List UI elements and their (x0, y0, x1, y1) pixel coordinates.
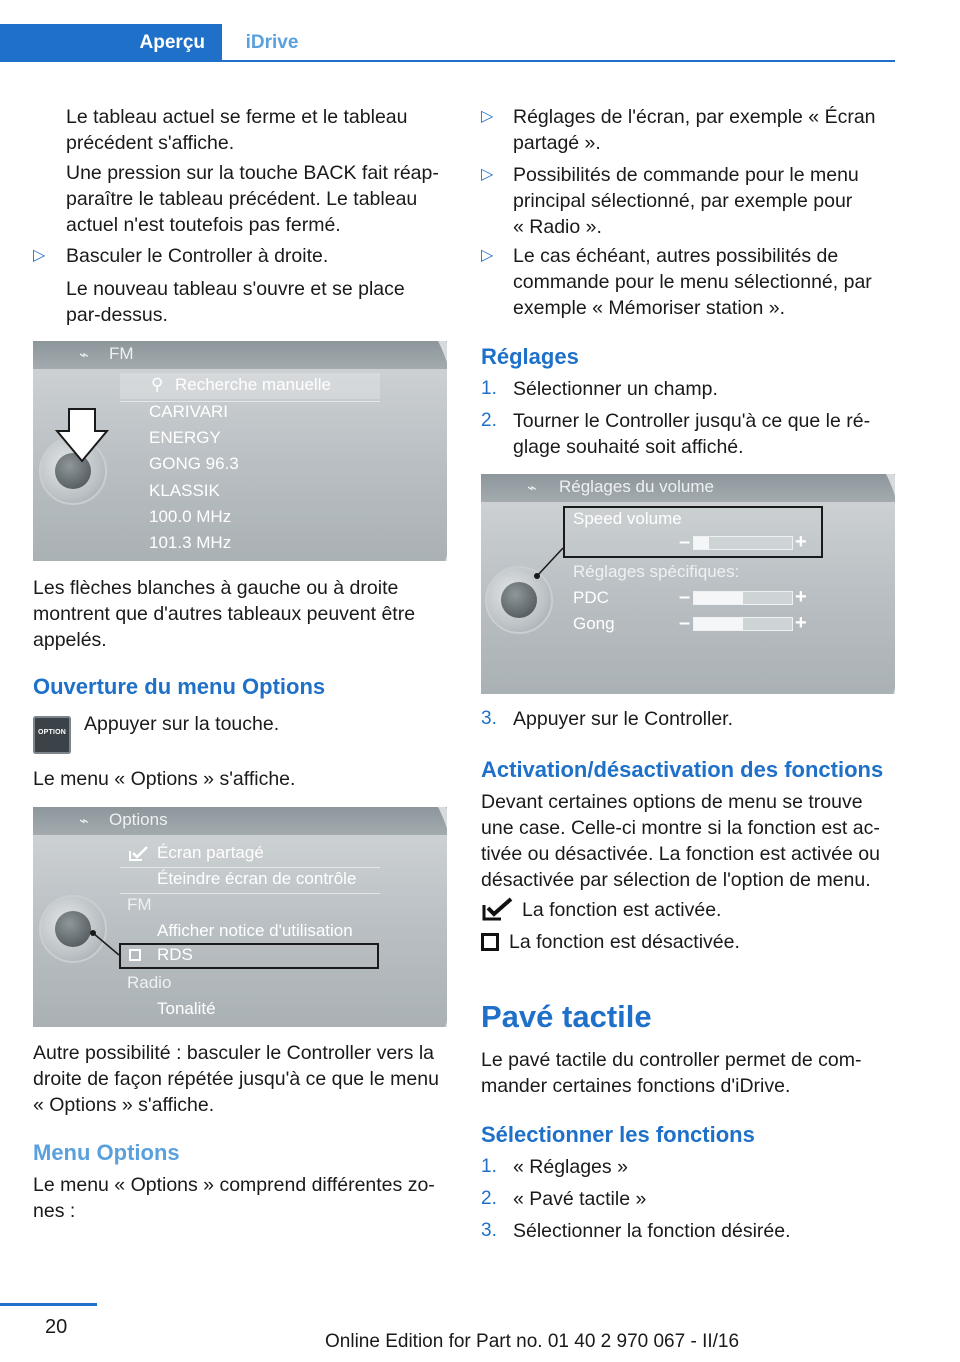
specific-settings-label: Réglages spécifiques: (573, 562, 740, 581)
tab-idrive-label: iDrive (245, 32, 299, 53)
speed-volume-slider[interactable] (693, 536, 793, 550)
pointer-line (89, 929, 123, 959)
text-line: Le menu « Options » comprend différentes zo‐ (33, 1174, 435, 1196)
signal-icon: ⌁ (527, 480, 537, 497)
screen-title: Réglages du volume (559, 477, 714, 496)
minus-icon: – (679, 531, 691, 553)
step-number: 3. (481, 1220, 497, 1241)
station-item: KLASSIK (149, 481, 220, 500)
arrow-down-icon (55, 407, 109, 463)
scroll-arc (333, 341, 447, 561)
controller-knob-center (55, 911, 91, 947)
pdc-slider[interactable] (693, 591, 793, 605)
page-number: 20 (45, 1316, 68, 1338)
group-label-radio: Radio (127, 973, 172, 992)
text-line: montrent que d'autres tableaux peuvent être (33, 603, 416, 625)
option-item: RDS (157, 945, 193, 964)
checkbox-empty-icon (129, 949, 141, 961)
station-item: GONG 96.3 (149, 454, 239, 473)
text-line: une case. Celle-ci montre si la fonction est ac‐ (481, 817, 880, 839)
step-number: 2. (481, 1188, 497, 1209)
step-text: « Pavé tactile » (513, 1188, 647, 1210)
slider-fill (694, 592, 743, 604)
station-item: CARIVARI (149, 402, 229, 421)
paragraph-back-key (66, 160, 439, 238)
step-number: 1. (481, 378, 497, 399)
footer-rule (0, 1303, 97, 1306)
text-line: partagé ». (513, 132, 601, 154)
bullet-controller-right: Basculer le Controller à droite. (66, 245, 329, 267)
text-line: Devant certaines options de menu se trouve (481, 791, 863, 813)
text-line: Les flèches blanches à gauche ou à droite (33, 577, 399, 599)
text-line: Possibilités de commande pour le menu (513, 164, 859, 186)
step-number: 1. (481, 1156, 497, 1177)
text-line: Le nouveau tableau s'ouvre et se place (66, 278, 405, 300)
text-line: nes : (33, 1200, 76, 1222)
text-line: Le pavé tactile du controller permet de com‐ (481, 1049, 862, 1071)
heading-touchpad: Pavé tactile (481, 999, 652, 1034)
screenshot-fm-list (33, 341, 447, 561)
text-line: glage souhaité soit affiché. (513, 436, 744, 458)
heading-activation: Activation/désactivation des fonctions (481, 757, 884, 782)
caption-white-arrows (33, 575, 415, 653)
bullet-marker: ▷ (33, 247, 46, 264)
heading-reglages: Réglages (481, 344, 579, 369)
text-line: précédent s'affiche. (66, 132, 235, 154)
paragraph-menu-areas (33, 1172, 435, 1224)
station-item: ENERGY (149, 428, 221, 447)
step-text (513, 408, 870, 460)
text-line: « Options » s'affiche. (33, 1094, 215, 1116)
bullet-other-options (513, 243, 872, 321)
slider-fill (694, 618, 743, 630)
bullet-main-menu-options (513, 162, 859, 240)
text-line: Tourner le Controller jusqu'à ce que le ré‐ (513, 410, 871, 432)
plus-icon: + (795, 531, 807, 553)
bullet-marker: ▷ (481, 108, 494, 125)
text-line: paraître le tableau précédent. Le tableau (66, 188, 418, 210)
scroll-arc (781, 474, 895, 694)
text-line: Le tableau actuel se ferme et le tableau (66, 106, 408, 128)
step-text: Sélectionner la fonction désirée. (513, 1220, 791, 1242)
scroll-arc (333, 807, 447, 1027)
search-icon: ⚲ (151, 375, 164, 394)
options-shows-text: Le menu « Options » s'affiche. (33, 768, 296, 790)
plus-icon: + (795, 586, 807, 608)
paragraph-close-table (66, 104, 407, 156)
group-label-fm: FM (127, 895, 152, 914)
checkbox-checked-icon (481, 897, 515, 923)
slider-fill (694, 537, 709, 549)
screen-title: Options (109, 810, 168, 829)
option-button-label: OPTION (37, 729, 67, 736)
text-line: commande pour le menu sélectionné, par (513, 271, 872, 293)
checkbox-checked-icon (128, 845, 150, 863)
bullet-screen-settings (513, 104, 876, 156)
plus-icon: + (795, 612, 807, 634)
gong-label: Gong (573, 614, 615, 633)
text-line: « Radio ». (513, 216, 602, 238)
text-line: Autre possibilité : basculer le Controller vers la (33, 1042, 435, 1064)
text-line: Le cas échéant, autres possibilités de (513, 245, 839, 267)
text-line: exemple « Mémoriser station ». (513, 297, 786, 319)
checkbox-empty-icon (481, 933, 499, 951)
text-line: tivée ou désactivée. La fonction est activée ou (481, 843, 880, 865)
step-number: 2. (481, 410, 497, 431)
heading-open-options: Ouverture du menu Options (33, 674, 326, 699)
bullet-marker: ▷ (481, 247, 494, 264)
step-number: 3. (481, 708, 497, 729)
text-line: actuel n'est toutefois pas fermé. (66, 214, 341, 236)
gong-slider[interactable] (693, 617, 793, 631)
text-line: par-dessus. (66, 304, 168, 326)
controller-knob-center (501, 582, 537, 618)
text-line: Une pression sur la touche BACK fait réap‐ (66, 162, 439, 184)
search-manual-label: Recherche manuelle (175, 375, 331, 394)
pdc-label: PDC (573, 588, 609, 607)
deactivated-text: La fonction est désactivée. (509, 931, 740, 953)
text-line: mander certaines fonctions d'iDrive. (481, 1075, 791, 1097)
pointer-line (533, 544, 567, 580)
bullet-sub-text (66, 276, 405, 328)
minus-icon: – (679, 586, 691, 608)
text-line: principal sélectionné, par exemple pour (513, 190, 853, 212)
paragraph-alternative (33, 1040, 439, 1118)
press-key-text: Appuyer sur la touche. (84, 713, 280, 735)
heading-select-functions: Sélectionner les fonctions (481, 1122, 755, 1147)
text-line: droite de façon répétée jusqu'à ce que le menu (33, 1068, 439, 1090)
step-text: Sélectionner un champ. (513, 378, 718, 400)
option-item: Écran partagé (157, 843, 264, 862)
bullet-marker: ▷ (481, 166, 494, 183)
speed-volume-label: Speed volume (573, 509, 682, 528)
tab-idrive[interactable] (222, 24, 322, 60)
option-item: Éteindre écran de contrôle (157, 869, 357, 888)
tab-apercu[interactable] (0, 24, 222, 60)
option-button-icon (33, 716, 71, 754)
edition-text: Online Edition for Part no. 01 40 2 970 067 - II/16 (325, 1331, 740, 1352)
screen-title: FM (109, 344, 134, 363)
screenshot-options-menu (33, 807, 447, 1027)
station-item: 100.0 MHz (149, 507, 232, 526)
activated-text: La fonction est activée. (522, 899, 722, 921)
text-line: Réglages de l'écran, par exemple « Écran (513, 106, 876, 128)
step-text: « Réglages » (513, 1156, 628, 1178)
station-item: 101.3 MHz (149, 533, 232, 552)
screenshot-volume-settings (481, 474, 895, 694)
paragraph-touchpad (481, 1047, 861, 1099)
heading-menu-options: Menu Options (33, 1140, 180, 1165)
signal-icon: ⌁ (79, 347, 89, 364)
header-tabs (0, 24, 895, 62)
text-line: appelés. (33, 629, 107, 651)
tab-apercu-label: Aperçu (139, 32, 205, 53)
header-rule (0, 60, 895, 62)
minus-icon: – (679, 612, 691, 634)
signal-icon: ⌁ (79, 813, 89, 830)
paragraph-activation (481, 789, 880, 893)
text-line: désactivée par sélection de l'option de menu. (481, 869, 871, 891)
option-item: Afficher notice d'utilisation (157, 921, 353, 940)
step-text: Appuyer sur le Controller. (513, 708, 734, 730)
option-item: Tonalité (157, 999, 216, 1018)
